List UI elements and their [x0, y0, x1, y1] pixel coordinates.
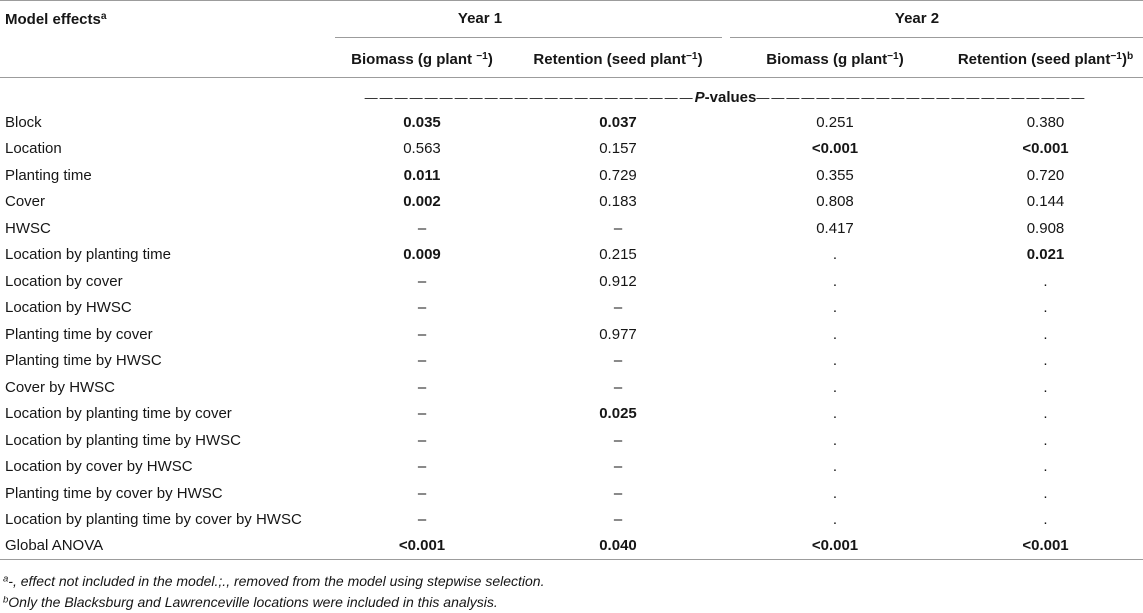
row-label: Planting time by cover: [5, 325, 153, 343]
year-1-label: Year 1: [335, 1, 722, 38]
footnote-ref-a: a: [100, 10, 107, 22]
p-value-cell: –: [417, 219, 427, 237]
row-label: Location by planting time by cover by HWSC: [5, 511, 302, 529]
p-italic: P: [694, 88, 705, 106]
table-row: [0, 507, 1143, 534]
table-row: [0, 268, 1143, 295]
year-2-header: [722, 0, 1143, 38]
year-1-header: [330, 0, 722, 38]
p-value-cell: .: [832, 458, 838, 476]
year-2-label: Year 2: [730, 1, 1143, 38]
table-row: [0, 242, 1143, 269]
row-label: Cover: [5, 193, 46, 211]
p-value-cell: –: [613, 219, 623, 237]
table-row: [0, 109, 1143, 136]
col-header-text: Biomass (g plant: [351, 51, 477, 68]
p-value-cell: .: [1043, 405, 1048, 423]
table-row: [0, 321, 1143, 348]
footnote-b: [0, 592, 1143, 613]
p-values-subheading: [330, 78, 1143, 109]
p-value-cell: –: [417, 299, 427, 317]
table-row: [0, 401, 1143, 428]
p-value-cell: 0.808: [816, 193, 854, 211]
p-value-cell: .: [832, 405, 838, 423]
unit-exponent: −1: [685, 50, 698, 62]
p-values-suffix: -values: [704, 88, 757, 106]
p-value-cell: –: [417, 458, 427, 476]
row-label: Location by HWSC: [5, 299, 132, 317]
p-value-cell: .: [832, 511, 838, 529]
p-value-cell: 0.021: [1026, 246, 1065, 264]
p-value-cell: .: [1043, 431, 1048, 449]
p-value-cell: 0.912: [599, 272, 637, 290]
p-values-row: [0, 78, 1143, 109]
row-label: Location by cover: [5, 272, 123, 290]
p-value-cell: 0.729: [599, 166, 637, 184]
p-value-cell: 0.215: [599, 246, 637, 264]
table-row: [0, 295, 1143, 322]
footnote-text: Only the Blacksburg and Lawrenceville locations were included in this analysis.: [8, 594, 498, 610]
model-effects-label: Model effects: [5, 11, 101, 28]
col-header-year1-retention: [514, 38, 722, 78]
p-value-cell: 0.009: [403, 246, 441, 264]
p-value-cell: –: [613, 484, 623, 502]
footnote-a: [0, 571, 1143, 592]
row-label: Location by cover by HWSC: [5, 458, 193, 476]
p-value-cell: <0.001: [811, 140, 859, 158]
footnotes: [0, 571, 1143, 613]
p-value-cell: –: [417, 325, 427, 343]
p-value-cell: –: [417, 352, 427, 370]
p-value-cell: –: [417, 431, 427, 449]
row-label: Global ANOVA: [0, 533, 330, 560]
p-value-cell: 0.037: [599, 113, 637, 131]
p-value-cell: 0.908: [1026, 219, 1065, 237]
col-header-close: ): [898, 51, 904, 68]
empty-cell: [0, 78, 330, 109]
p-value-cell: .: [1043, 299, 1048, 317]
row-label: HWSC: [5, 219, 51, 237]
p-value-cell: 0.563: [403, 140, 441, 158]
table-row: [0, 374, 1143, 401]
p-value-cell: –: [613, 299, 623, 317]
table-row: [0, 427, 1143, 454]
col-header-text: Retention (seed plant: [533, 51, 686, 68]
row-label: Location: [5, 140, 62, 158]
p-value-cell: –: [613, 431, 623, 449]
p-value-cell: –: [613, 352, 623, 370]
p-value-cell: 0.720: [1026, 166, 1065, 184]
p-value-cell: –: [417, 484, 427, 502]
p-value-cell: 0.251: [816, 113, 854, 131]
header-row: [0, 0, 1143, 38]
p-value-cell: 0.035: [403, 113, 441, 131]
p-value-cell: 0.157: [599, 140, 637, 158]
p-value-cell: <0.001: [330, 533, 514, 560]
p-value-cell: .: [832, 378, 838, 396]
row-label: Planting time by HWSC: [5, 352, 162, 370]
p-value-cell: .: [832, 352, 838, 370]
col-header-close: ): [697, 51, 703, 68]
p-value-cell: <0.001: [1022, 140, 1069, 158]
table-row: [0, 162, 1143, 189]
p-value-cell: .: [1043, 511, 1048, 529]
col-header-year1-biomass: [330, 38, 514, 78]
p-value-cell: .: [832, 299, 838, 317]
col-header-text: Biomass (g plant: [766, 51, 888, 68]
p-values-label: [695, 89, 757, 106]
p-value-cell: 0.183: [599, 193, 637, 211]
rule-left: ——————————————————————: [364, 89, 695, 105]
subheader-row: [0, 38, 1143, 78]
table-header: [0, 0, 1143, 78]
unit-exponent: −1: [1110, 50, 1122, 62]
row-label: Planting time: [5, 166, 92, 184]
footnote-marker: a: [3, 573, 9, 585]
col-header-text: Retention (seed plant: [957, 51, 1111, 68]
p-value-cell: 0.025: [599, 405, 637, 423]
col-header-year2-biomass: [722, 38, 948, 78]
p-value-cell: .: [832, 246, 838, 264]
p-value-cell: –: [417, 378, 427, 396]
p-value-cell: 0.417: [816, 219, 854, 237]
p-value-cell: .: [832, 272, 838, 290]
rule-right: ——————————————————————: [756, 89, 1087, 105]
table-row: [0, 136, 1143, 163]
p-value-cell: 0.040: [514, 533, 722, 560]
col-header-close: ): [487, 51, 493, 68]
table-row: [0, 215, 1143, 242]
col-header-close: ): [1121, 51, 1127, 68]
unit-exponent: −1: [887, 50, 899, 62]
p-value-cell: –: [613, 378, 623, 396]
p-value-cell: –: [417, 272, 427, 290]
col-header-year2-retention: [948, 38, 1143, 78]
footnote-text: -, effect not included in the model.;., removed from the model using stepwise selection.: [8, 573, 545, 589]
row-label: Location by planting time by cover: [5, 405, 232, 423]
p-value-cell: 0.355: [816, 166, 854, 184]
p-value-cell: .: [1043, 352, 1048, 370]
table-body: [0, 78, 1143, 560]
unit-exponent: −1: [476, 50, 488, 62]
p-value-cell: .: [1043, 378, 1048, 396]
p-value-cell: <0.001: [948, 533, 1143, 560]
p-value-cell: .: [1043, 325, 1048, 343]
p-value-cell: .: [832, 325, 838, 343]
p-value-cell: .: [832, 484, 838, 502]
p-value-cell: .: [1043, 484, 1048, 502]
p-value-cell: <0.001: [722, 533, 948, 560]
row-label: Location by planting time by HWSC: [5, 431, 241, 449]
p-value-cell: .: [832, 431, 838, 449]
empty-cell: [0, 38, 330, 78]
table-row: [0, 189, 1143, 216]
p-value-cell: 0.977: [599, 325, 637, 343]
row-label: Cover by HWSC: [5, 378, 116, 396]
footnote-ref-b: b: [1126, 50, 1134, 62]
p-value-cell: 0.144: [1026, 193, 1065, 211]
row-label: Planting time by cover by HWSC: [5, 484, 223, 502]
row-label: Block: [5, 113, 42, 131]
p-value-cell: –: [417, 511, 427, 529]
table-row: [0, 454, 1143, 481]
row-label: Location by planting time: [5, 246, 171, 264]
p-value-cell: –: [417, 405, 427, 423]
footnote-marker: b: [3, 594, 9, 606]
p-value-cell: .: [1043, 458, 1048, 476]
p-value-cell: 0.011: [403, 166, 441, 184]
p-value-cell: 0.002: [403, 193, 441, 211]
p-value-cell: .: [1043, 272, 1048, 290]
p-value-cell: –: [613, 458, 623, 476]
table-row: [0, 480, 1143, 507]
model-effects-header: [0, 0, 330, 38]
table-row: [0, 348, 1143, 375]
p-value-cell: 0.380: [1026, 113, 1065, 131]
table-row: [0, 533, 1143, 560]
p-value-cell: –: [613, 511, 623, 529]
